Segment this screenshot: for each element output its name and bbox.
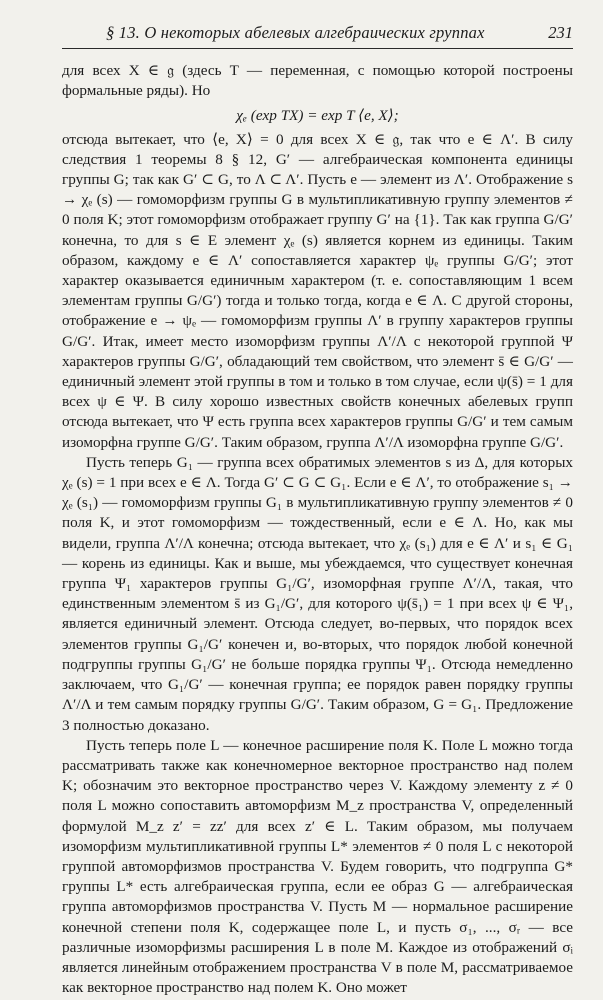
paragraph-g1: Пусть теперь G₁ — группа всех обратимых элементов s из Δ, для которых χₑ (s) = 1 при всех e ∈ Λ. Тогда G′ ⊂ G ⊂ G₁. Если e ∈ Λ′, то отображение s₁ → χₑ (s₁) — гомоморфизм группы G₁ в мультипликативную группу элементов ≠ 0 поля K, и этот гомоморфизм — тождественный, если e ∈ Λ. Но, как мы видели, группа Λ′/Λ конечна; отсюда вытекает, что χₑ (s₁) для e ∈ Λ′ и s₁ ∈ G₁ — корень из единицы. Как и выше, мы убеждаемся, что существует конечная группа Ψ₁ характеров группы G₁/G′, изоморфная группе Λ′/Λ, такая, что единственным элементом s̄ из G₁/G′, для которого ψ(s̄₁) = 1 при всех ψ ∈ Ψ₁, является единичный элемент. Отсюда следует, во-первых, что порядок всех элементов группы G₁/G′ конечен и, во-вторых, что порядок любой конечной подгруппы группы G₁/G′ не больше порядка группы Ψ₁. Отсюда немедленно заключаем, что G₁/G′ — конечная группа; ее порядок равен порядку группы Λ′/Λ и тем самым порядку группы G/G′. Таким образом, G = G₁. Предложение 3 полностью доказано. xyxy=(62,453,573,734)
paragraph-field-extension: Пусть теперь поле L — конечное расширение поля K. Поле L можно тогда рассматривать также как конечномерное векторное пространство над полем K; обозначим это векторное пространство через V. Каждому элементу z ≠ 0 поля L можно сопоставить автоморфизм M_z пространства V, определенный формулой M_z z′ = zz′ для всех z′ ∈ L. Таким образом, мы получаем изоморфизм мультипликативной группы L* элементов ≠ 0 поля L с некоторой группой автоморфизмов пространства V. Будем говорить, что подгруппа G* группы L* есть алгебраическая группа, если ее образ G — алгебраическая группа автоморфизмов пространства V. Пусть M — нормальное расширение конечной степени поля K, содержащее поле L, и пусть σ₁, ..., σᵣ — все различные изоморфизмы расширения L в поле M. Каждое из отображений σᵢ является линейным отображением пространства V в поле M, рассматриваемое как векторное пространство над полем K. Оно может xyxy=(62,736,573,997)
page-body xyxy=(62,61,573,998)
running-header xyxy=(62,18,573,49)
display-formula: χₑ (exp TX) = exp T ⟨e, X⟩; xyxy=(236,107,399,125)
text-continuation: для всех X ∈ 𝔤 (здесь T — переменная, с помощью которой построены формальные ряды). Но xyxy=(62,62,573,100)
page-number: 231 xyxy=(548,23,573,42)
section-title: § 13. О некоторых абелевых алгебраических группах xyxy=(106,23,485,42)
proof-paragraph: отсюда вытекает, что ⟨e, X⟩ = 0 для всех X ∈ 𝔤, так что e ∈ Λ′. В силу следствия 1 теоремы 8 § 12, G′ — алгебраическая компонента единицы группы G; так как G′ ⊂ G, то Λ ⊂ Λ′. Пусть e — элемент из Λ′. Отображение s → χₑ (s) — гомоморфизм группы G в мультипликативную группу элементов ≠ 0 поля K; этот гомоморфизм отображает группу G′ на {1}. Так как группа G/G′ конечна, то для s ∈ E элемент χₑ (s) является корнем из единицы. Таким образом, каждому e ∈ Λ′ сопоставляется характер ψₑ группы G/G′; этот характер оказывается единичным характером (т. е. сопоставляющим 1 всем элементам группы G/G′) тогда и только тогда, когда e ∈ Λ. С другой стороны, отображение e → ψₑ — гомоморфизм группы Λ′ в группу характеров группы G/G′. Итак, имеет место изоморфизм группы Λ′/Λ с некоторой группой Ψ характеров группы G/G′, обладающий тем свойством, что элемент s̄ ∈ G/G′ — единичный элемент этой группы в том и только в том случае, если ψ(s̄) = 1 для всех ψ ∈ Ψ. В силу хорошо известных свойств конечных абелевых групп отсюда вытекает, что Ψ есть группа всех характеров группы G/G′ и тем самым изоморфна группе G/G′. Таким образом, группа Λ′/Λ изоморфна группе G/G′. xyxy=(62,130,573,451)
